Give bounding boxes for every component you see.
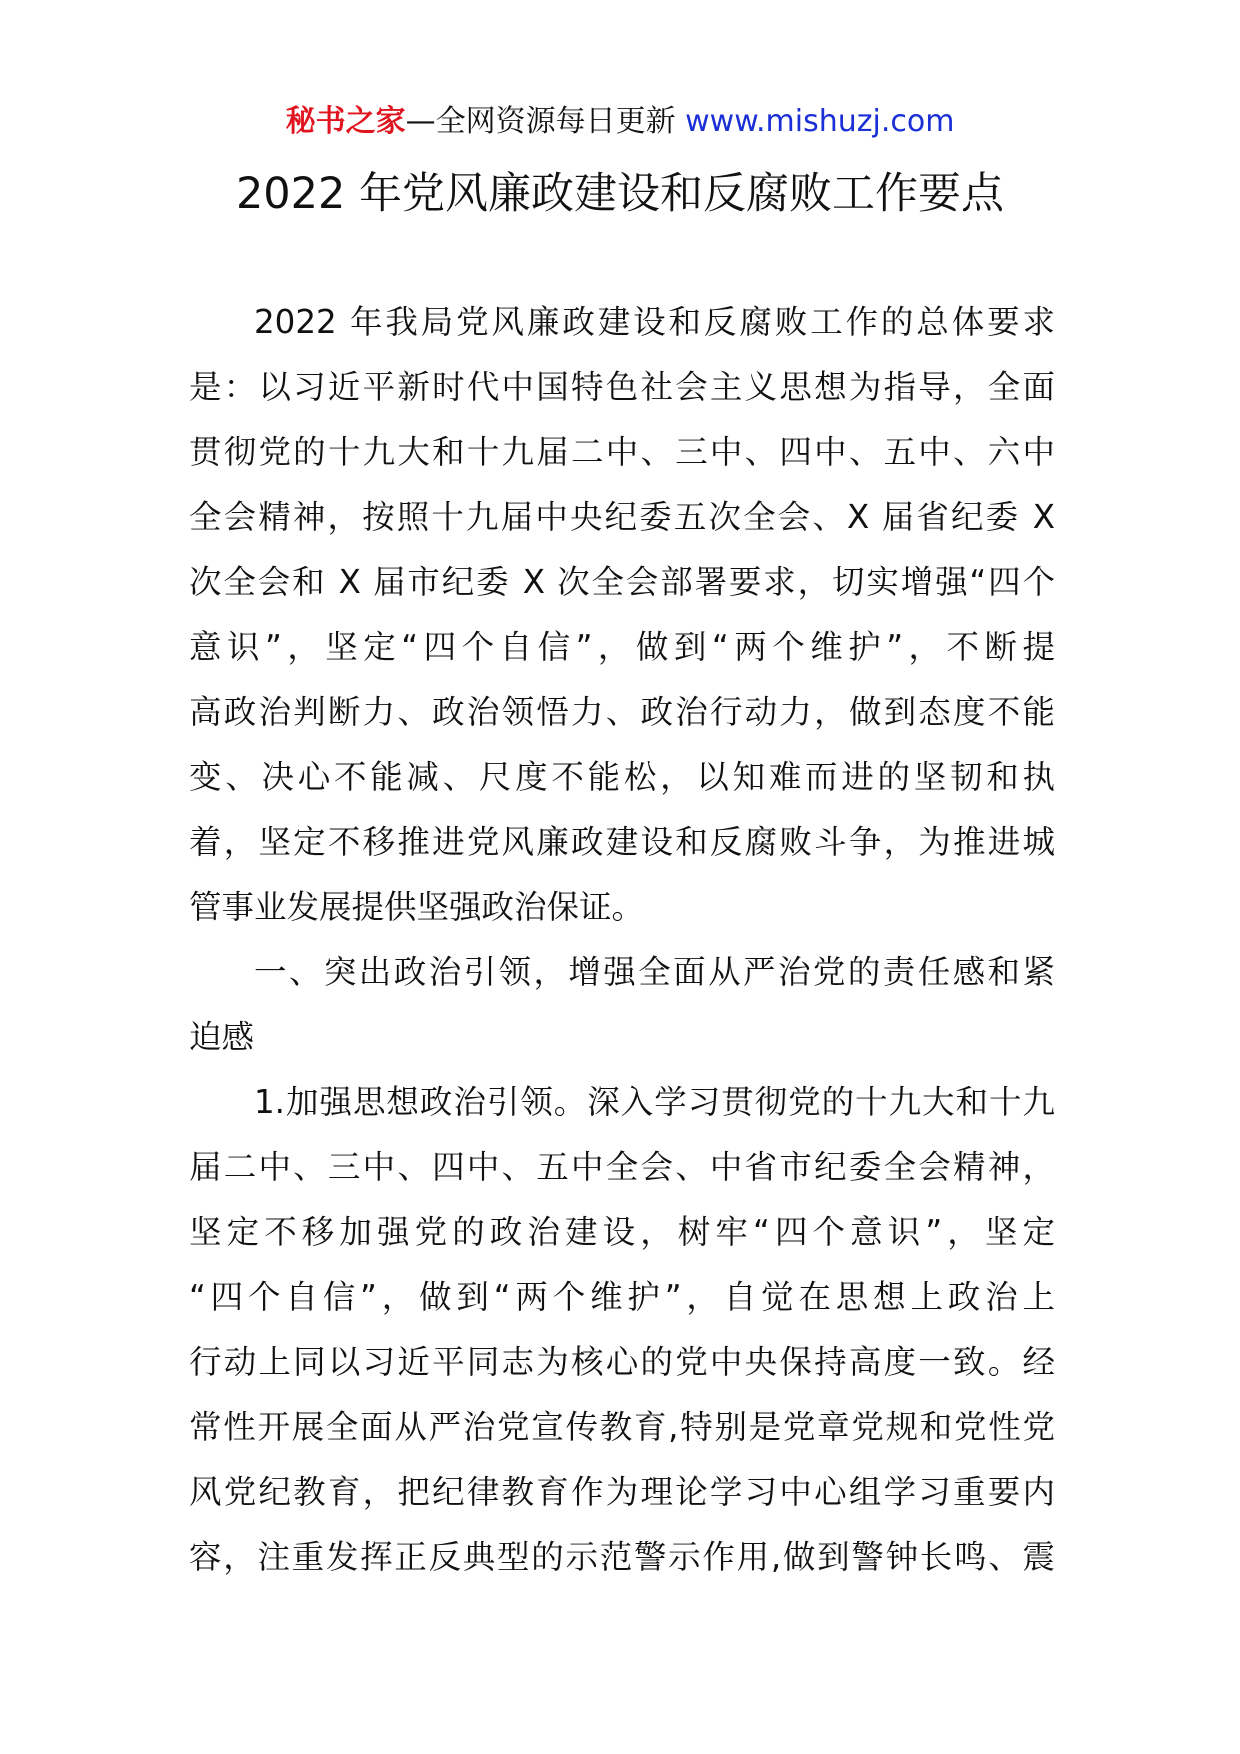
site-brand[interactable]: 秘书之家	[285, 104, 406, 139]
document-body	[189, 290, 1055, 1590]
paragraph-line: “四个自信”，做到“两个维护”，自觉在思想上政治上	[189, 1278, 1055, 1316]
paragraph-line: 容，注重发挥正反典型的示范警示作用,做到警钟长鸣、震	[189, 1538, 1055, 1576]
paragraph-line: 行动上同以习近平同志为核心的党中央保持高度一致。经	[189, 1343, 1055, 1381]
paragraph-line: 坚定不移加强党的政治建设，树牢“四个意识”，坚定	[189, 1213, 1055, 1251]
document-title: 2022 年党风廉政建设和反腐败工作要点	[235, 169, 1005, 219]
section-heading-line: 一、突出政治引领，增强全面从严治党的责任感和紧	[254, 953, 1055, 991]
paragraph-line: 届二中、三中、四中、五中全会、中省市纪委全会精神，	[189, 1148, 1055, 1186]
section-heading-line: 迫感	[189, 1018, 255, 1056]
paragraph-line: 全会精神，按照十九届中央纪委五次全会、X 届省纪委 X	[189, 498, 1055, 536]
site-url-link[interactable]: www.mishuzj.com	[685, 104, 955, 139]
paragraph-line: 高政治判断力、政治领悟力、政治行动力，做到态度不能	[189, 693, 1055, 731]
site-header	[0, 100, 1240, 144]
paragraph-line: 常性开展全面从严治党宣传教育,特别是党章党规和党性党	[189, 1408, 1055, 1446]
paragraph-line: 意识”，坚定“四个自信”，做到“两个维护”，不断提	[189, 628, 1055, 666]
site-tagline: —全网资源每日更新	[405, 104, 686, 139]
paragraph-line: 1.加强思想政治引领。深入学习贯彻党的十九大和十九	[254, 1083, 1055, 1121]
paragraph-line: 风党纪教育，把纪律教育作为理论学习中心组学习重要内	[189, 1473, 1055, 1511]
paragraph-line: 贯彻党的十九大和十九届二中、三中、四中、五中、六中	[189, 433, 1055, 471]
paragraph-line: 变、决心不能减、尺度不能松，以知难而进的坚韧和执	[189, 758, 1055, 796]
paragraph-line: 是：以习近平新时代中国特色社会主义思想为指导，全面	[189, 368, 1055, 406]
paragraph-line: 次全会和 X 届市纪委 X 次全会部署要求，切实增强“四个	[189, 563, 1055, 601]
paragraph-line: 2022 年我局党风廉政建设和反腐败工作的总体要求	[254, 303, 1055, 341]
paragraph-line: 管事业发展提供坚强政治保证。	[189, 888, 645, 926]
paragraph-line: 着，坚定不移推进党风廉政建设和反腐败斗争，为推进城	[189, 823, 1055, 861]
